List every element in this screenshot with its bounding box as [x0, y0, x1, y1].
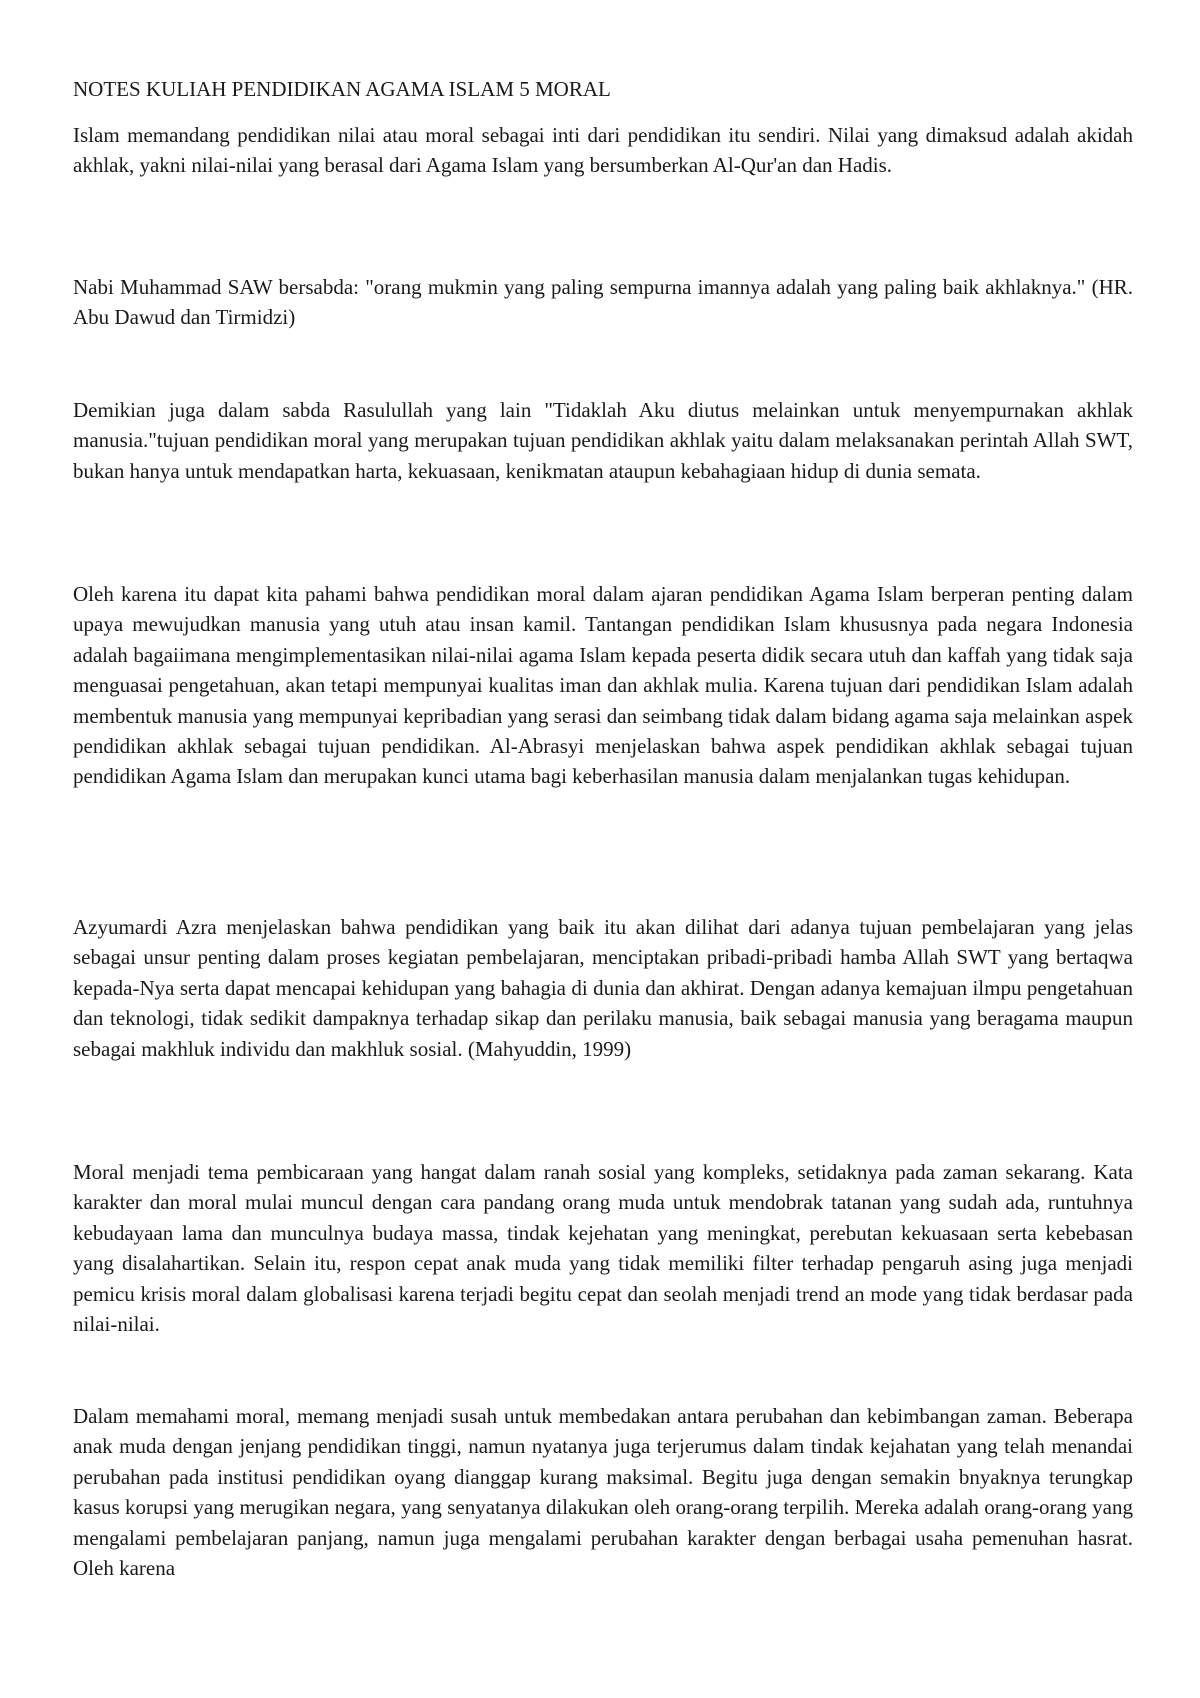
paragraph-3: Demikian juga dalam sabda Rasulullah yang lain "Tidaklah Aku diutus melainkan untuk menyempurnakan akhlak manusia."tujuan pendidikan moral yang merupakan tujuan pendidikan akhlak yaitu dalam melaksanakan perintah Allah SWT, bukan hanya untuk mendapatkan harta, kekuasaan, kenikmatan ataupun kebahagiaan hidup di dunia semata. [73, 398, 1133, 483]
paragraph-4: Oleh karena itu dapat kita pahami bahwa pendidikan moral dalam ajaran pendidikan Agama Islam berperan penting dalam upaya mewujudkan manusia yang utuh atau insan kamil. Tantangan pendidikan Islam khususnya pada negara Indonesia adalah bagaiimana mengimplementasikan nilai-nilai agama Islam kepada peserta didik secara utuh dan kaffah yang tidak saja menguasai pengetahuan, akan tetapi mempunyai kualitas iman dan akhlak mulia. Karena tujuan dari pendidikan Islam adalah membentuk manusia yang mempunyai kepribadian yang serasi dan seimbang tidak dalam bidang agama saja melainkan aspek pendidikan akhlak sebagai tujuan pendidikan. Al-Abrasyi menjelaskan bahwa aspek pendidikan akhlak sebagai tujuan pendidikan Agama Islam dan merupakan kunci utama bagi keberhasilan manusia dalam menjalankan tugas kehidupan. [73, 582, 1133, 789]
paragraph-1: Islam memandang pendidikan nilai atau moral sebagai inti dari pendidikan itu sendiri. Nilai yang dimaksud adalah akidah akhlak, yakni nilai-nilai yang berasal dari Agama Islam yang bersumberkan Al-Qur'an dan Hadis. [73, 123, 1133, 178]
paragraph-6: Moral menjadi tema pembicaraan yang hangat dalam ranah sosial yang kompleks, setidaknya pada zaman sekarang. Kata karakter dan moral mulai muncul dengan cara pandang orang muda untuk mendobrak tatanan yang sudah ada, runtuhnya kebudayaan lama dan munculnya budaya massa, tindak kejehatan yang meningkat, perebutan kekuasaan serta kebebasan yang disalahartikan. Selain itu, respon cepat anak muda yang tidak memiliki filter terhadap pengaruh asing juga menjadi pemicu krisis moral dalam globalisasi karena terjadi begitu cepat dan seolah menjadi trend an mode yang tidak berdasar pada nilai-nilai. [73, 1160, 1133, 1337]
document-title: NOTES KULIAH PENDIDIKAN AGAMA ISLAM 5 MORAL [73, 77, 611, 101]
paragraph-2: Nabi Muhammad SAW bersabda: "orang mukmin yang paling sempurna imannya adalah yang paling baik akhlaknya." (HR. Abu Dawud dan Tirmidzi) [73, 275, 1133, 330]
paragraph-5: Azyumardi Azra menjelaskan bahwa pendidikan yang baik itu akan dilihat dari adanya tujuan pembelajaran yang jelas sebagai unsur penting dalam proses kegiatan pembelajaran, menciptakan pribadi-pribadi hamba Allah SWT yang bertaqwa kepada-Nya serta dapat mencapai kehidupan yang bahagia di dunia dan akhirat. Dengan adanya kemajuan ilmpu pengetahuan dan teknologi, tidak sedikit dampaknya terhadap sikap dan perilaku manusia, baik sebagai manusia yang beragama maupun sebagai makhluk individu dan makhluk sosial. (Mahyuddin, 1999) [73, 915, 1133, 1061]
paragraph-7: Dalam memahami moral, memang menjadi susah untuk membedakan antara perubahan dan kebimbangan zaman. Beberapa anak muda dengan jenjang pendidikan tinggi, namun nyatanya juga terjerumus dalam tindak kejahatan yang telah menandai perubahan pada institusi pendidikan oyang dianggap kurang maksimal. Begitu juga dengan semakin bnyaknya terungkap kasus korupsi yang merugikan negara, yang senyatanya dilakukan oleh orang-orang terpilih. Mereka adalah orang-orang yang mengalami pembelajaran panjang, namun juga mengalami perubahan karakter dengan berbagai usaha pemenuhan hasrat. Oleh karena [73, 1404, 1133, 1581]
